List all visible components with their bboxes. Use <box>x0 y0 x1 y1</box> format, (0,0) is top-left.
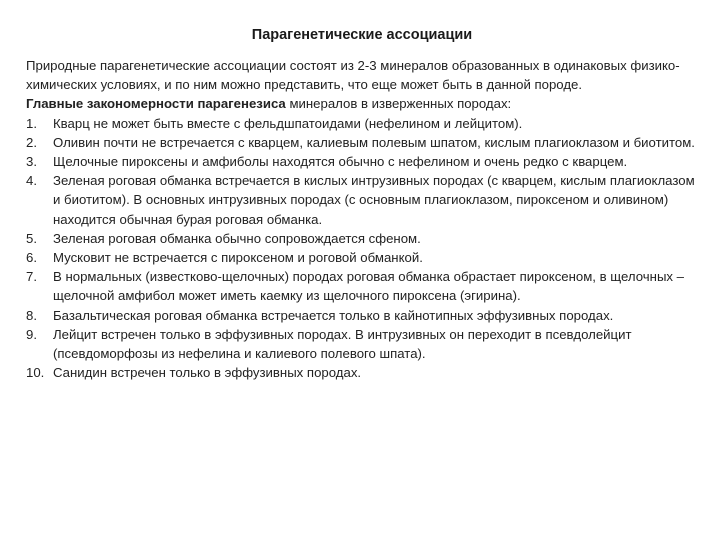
list-item-number: 2. <box>26 134 37 150</box>
list-item-text: Мусковит не встречается с пироксеном и роговой обманкой. <box>53 250 423 266</box>
list-item <box>26 267 698 305</box>
list-item-text: Лейцит встречен только в эффузивных породах. В интрузивных он переходит в псевдолейцит (псевдоморфозы из нефелина и калиевого полевого шпата). <box>53 326 632 362</box>
list-item-number: 3. <box>26 154 37 170</box>
rules-heading-rest: минералов в изверженных породах: <box>285 96 512 112</box>
page-title: Парагенетические ассоциации <box>251 27 473 43</box>
list-item-text: В нормальных (известково-щелочных) породах роговая обманка обрастает пироксеном, в щелочных – щелочной амфибол может иметь каемку из щелочного пироксена (эгирина). <box>53 269 685 304</box>
rules-heading <box>26 94 698 113</box>
list-item <box>26 325 698 363</box>
list-item-number: 9. <box>26 326 37 342</box>
list-item-number: 10. <box>26 365 45 381</box>
list-item-text: Оливин почти не встречается с кварцем, калиевым полевым шпатом, кислым плагиоклазом и биотитом. <box>53 134 695 150</box>
intro-paragraph: Природные парагенетические ассоциации состоят из 2-3 минералов образованных в одинаковых физико-химических условиях, и по ним можно представить, что еще может быть в данной породе. <box>26 58 680 93</box>
list-item <box>26 306 698 325</box>
list-item-number: 5. <box>26 230 37 246</box>
list-item-text: Базальтическая роговая обманка встречается только в кайнотипных эффузивных породах. <box>53 307 614 323</box>
list-item-text: Кварц не может быть вместе с фельдшпатоидами (нефелином и лейцитом). <box>53 115 523 131</box>
list-item-text: Зеленая роговая обманка обычно сопровождается сфеном. <box>53 230 421 246</box>
list-item-number: 1. <box>26 115 37 131</box>
list-item-number: 4. <box>26 173 37 189</box>
list-item <box>26 133 698 152</box>
list-item-text: Зеленая роговая обманка встречается в кислых интрузивных породах (с кварцем, кислым плагиоклазом и биотитом). В основных интрузивных породах (с основным плагиоклазом, пироксеном и оливином) находится обычная бурая роговая обманка. <box>53 173 695 227</box>
list-item <box>26 363 698 382</box>
list-item <box>26 248 698 267</box>
list-item-text: Щелочные пироксены и амфиболы находятся обычно с нефелином и очень редко с кварцем. <box>53 154 628 170</box>
list-item-number: 6. <box>26 250 37 266</box>
rules-list <box>26 114 698 383</box>
list-item <box>26 114 698 133</box>
list-item <box>26 171 698 229</box>
rules-heading-bold: Главные закономерности парагенезиса <box>26 96 286 112</box>
list-item <box>26 229 698 248</box>
list-item-number: 8. <box>26 307 37 323</box>
list-item <box>26 152 698 171</box>
list-item-text: Санидин встречен только в эффузивных породах. <box>53 365 362 381</box>
list-item-number: 7. <box>26 269 37 285</box>
slide-body <box>26 56 698 382</box>
